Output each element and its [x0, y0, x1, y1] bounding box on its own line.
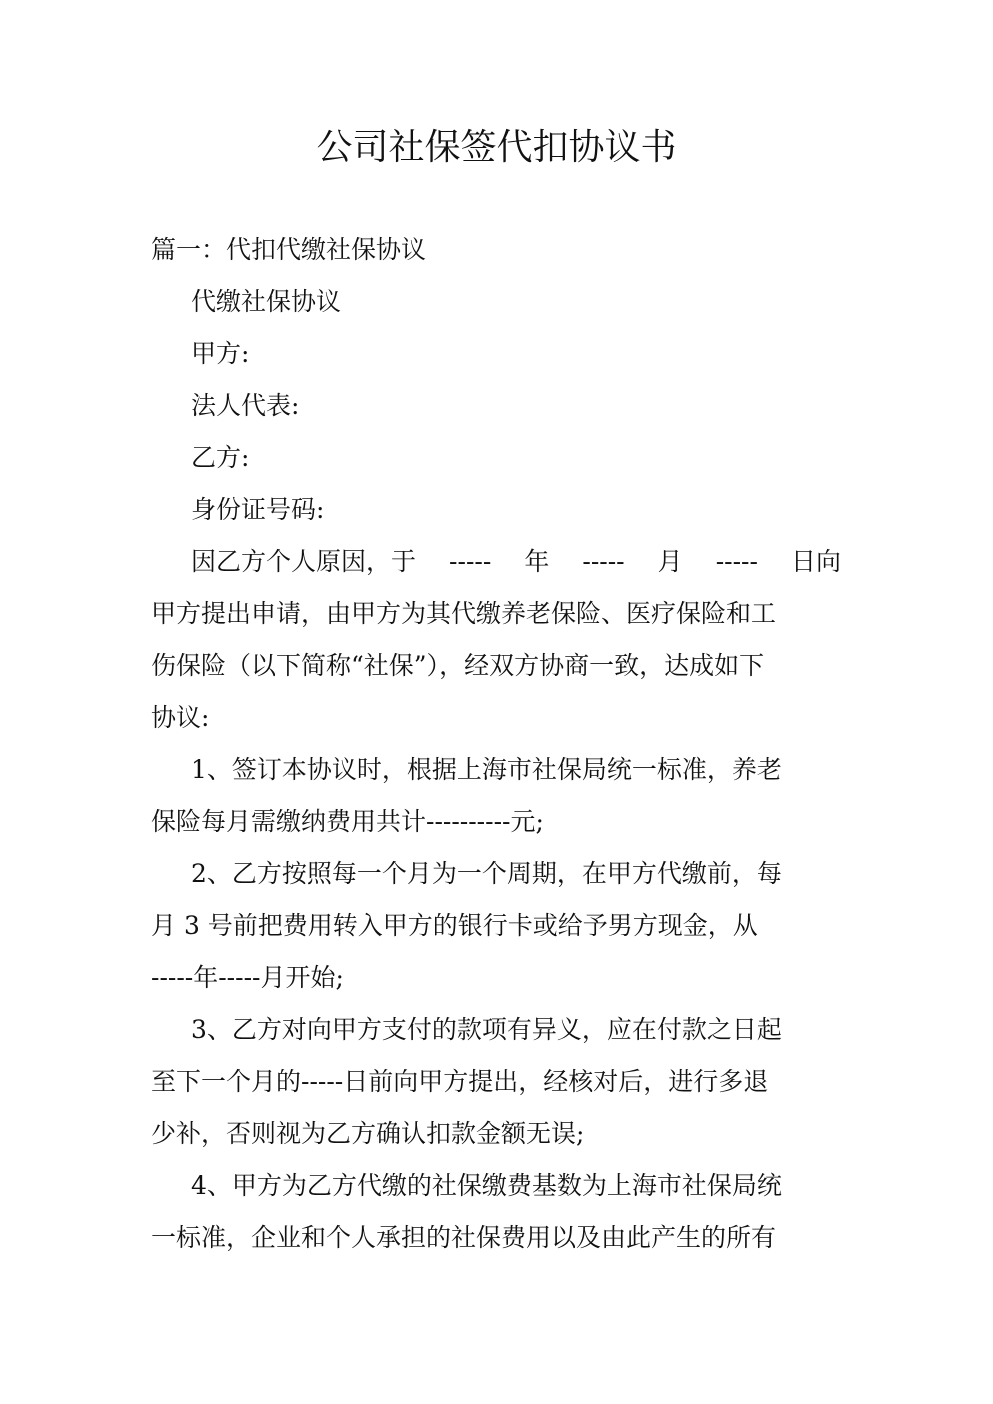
agreement-subtitle: 代缴社保协议	[191, 287, 342, 316]
party-b-label: 乙方:	[191, 443, 250, 472]
clause-3-line-2: 至下一个月的-----日前向甲方提出，经核对后，进行多退	[151, 1067, 769, 1096]
clause-2-line-2: 月 3 号前把费用转入甲方的银行卡或给予男方现金，从	[151, 911, 758, 940]
day-blank: -----	[715, 547, 758, 576]
clause-4-line-1: 4、甲方为乙方代缴的社保缴费基数为上海市社保局统	[191, 1171, 782, 1200]
clause-1-line-1: 1、签订本协议时，根据上海市社保局统一标准，养老	[191, 755, 782, 784]
document-title: 公司社保签代扣协议书	[316, 127, 677, 168]
clause-1-line-2: 保险每月需缴纳费用共计----------元;	[151, 807, 544, 836]
legal-representative-label: 法人代表:	[191, 391, 300, 420]
intro-paragraph-line-1	[191, 546, 841, 578]
month-blank: -----	[582, 547, 625, 576]
month-label: 月	[657, 547, 683, 576]
intro-paragraph-line-2: 甲方提出申请，由甲方为其代缴养老保险、医疗保险和工	[151, 599, 777, 628]
party-a-label: 甲方:	[191, 339, 250, 368]
year-blank: -----	[449, 547, 492, 576]
clause-3-line-3: 少补，否则视为乙方确认扣款金额无误;	[151, 1119, 585, 1148]
intro-paragraph-line-4: 协议:	[151, 703, 210, 732]
clause-2-line-1: 2、乙方按照每一个月为一个周期，在甲方代缴前，每	[191, 859, 782, 888]
intro-text-start: 因乙方个人原因，于	[191, 547, 417, 576]
clause-4-line-2: 一标准，企业和个人承担的社保费用以及由此产生的所有	[151, 1223, 777, 1252]
id-number-label: 身份证号码:	[191, 495, 325, 524]
day-label: 日向	[790, 547, 841, 576]
clause-3-line-1: 3、乙方对向甲方支付的款项有异义，应在付款之日起	[191, 1015, 782, 1044]
intro-paragraph-line-3: 伤保险（以下简称“社保”），经双方协商一致，达成如下	[151, 651, 765, 680]
clause-2-line-3: -----年-----月开始;	[151, 963, 344, 992]
section-heading: 篇一：代扣代缴社保协议	[151, 235, 427, 264]
year-label: 年	[524, 547, 550, 576]
